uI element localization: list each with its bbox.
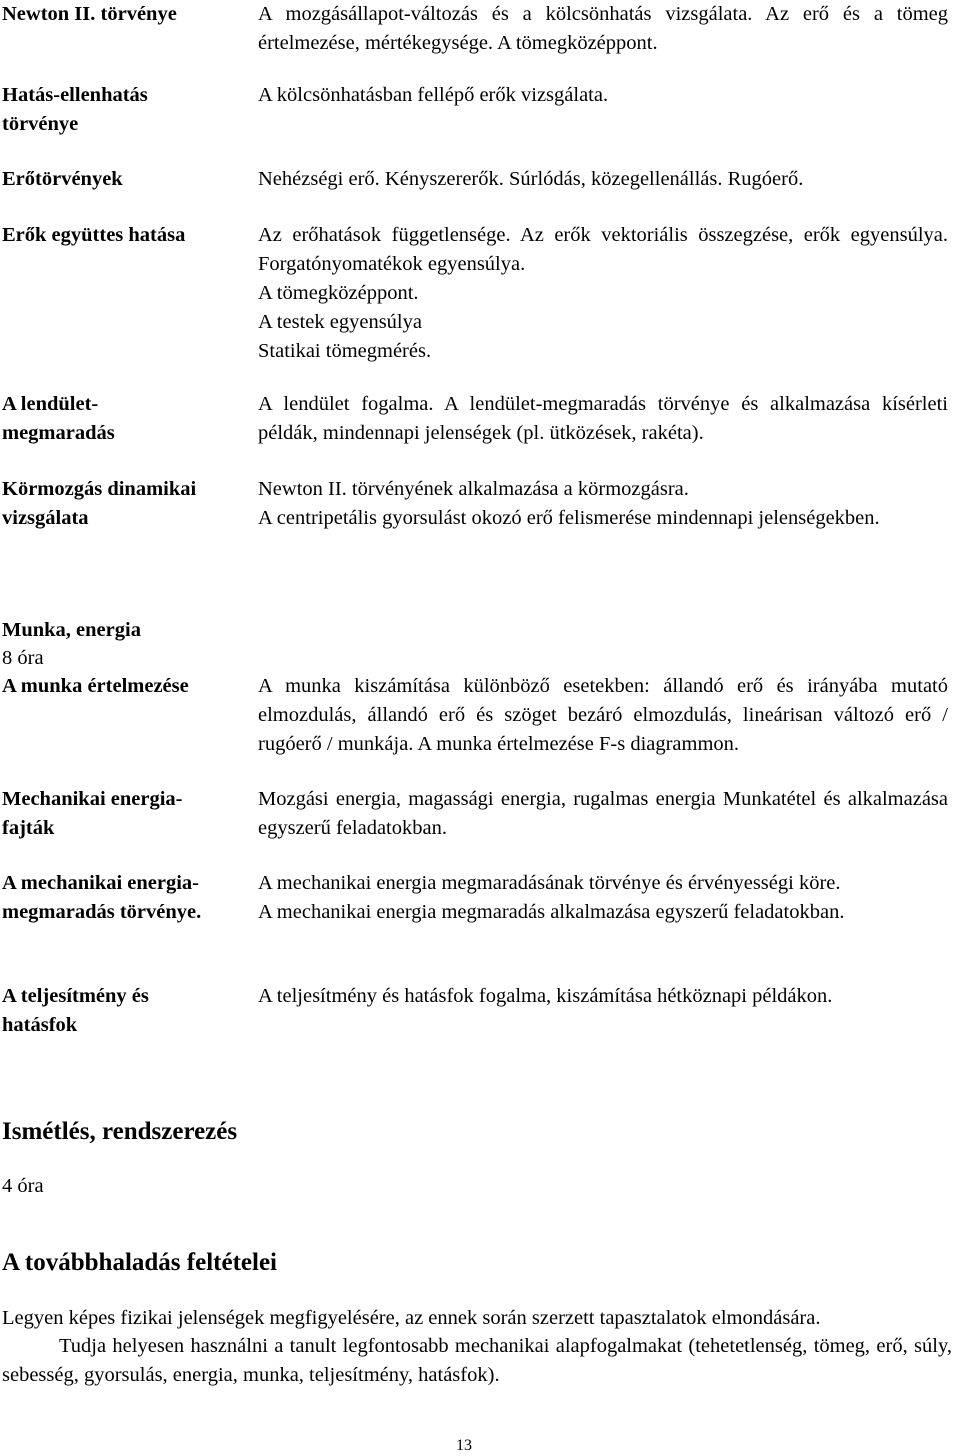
content-line: A mechanikai energia megmaradás alkalmazása egyszerű feladatokban. <box>258 901 845 923</box>
topic-label: A mechanikai energia-megmaradás törvénye. <box>2 872 202 923</box>
topic-label: Newton II. törvénye <box>2 3 177 25</box>
section-heading: Ismétlés, rendszerezés <box>2 1118 238 1145</box>
topic-label: A munka értelmezése <box>2 675 189 697</box>
content-line: A lendület fogalma. A lendület-megmaradás törvénye és alkalmazása kísérleti példák, mindennapi jelenségek (pl. ütközések, rakéta). <box>258 393 948 444</box>
content-line: Mozgási energia, magassági energia, rugalmas energia Munkatétel és alkalmazása egyszerű feladatokban. <box>258 788 948 839</box>
topic-label: A teljesítmény és hatásfok <box>2 985 149 1036</box>
topic-label: A lendület-megmaradás <box>2 393 115 444</box>
content-line: Az erőhatások függetlensége. Az erők vektoriális összegzése, erők egyensúlya. Forgatónyomatékok egyensúlya. <box>258 224 948 275</box>
section-heading: A továbbhaladás feltételei <box>2 1249 277 1276</box>
page-number: 13 <box>456 1437 472 1454</box>
content-line: A mechanikai energia megmaradásának törvénye és érvényességi köre. <box>258 872 841 894</box>
requirement-paragraph: Legyen képes fizikai jelenségek megfigyelésére, az ennek során szerzett tapasztalatok elmondására. <box>2 1307 821 1329</box>
content-line: A teljesítmény és hatásfok fogalma, kiszámítása hétköznapi példákon. <box>258 985 833 1007</box>
content-line: Statikai tömegmérés. <box>258 340 432 362</box>
topic-label: Körmozgás dinamikai vizsgálata <box>2 478 197 529</box>
topic-content <box>258 221 948 366</box>
content-line: A kölcsönhatásban fellépő erők vizsgálata. <box>258 84 609 106</box>
content-line: A mozgásállapot-változás és a kölcsönhatás vizsgálata. Az erő és a tömeg értelmezése, mértékegysége. A tömegközéppont. <box>258 3 948 54</box>
topic-content <box>258 672 948 759</box>
section-hours: 8 óra <box>2 647 44 669</box>
topic-content <box>258 982 948 1011</box>
topic-content <box>258 0 948 58</box>
topic-label: Hatás-ellenhatás törvénye <box>2 84 148 135</box>
topic-content <box>258 390 948 448</box>
content-line: A testek egyensúlya <box>258 311 422 333</box>
section-title: Munka, energia <box>2 619 141 641</box>
content-line: A tömegközéppont. <box>258 282 419 304</box>
content-line: Newton II. törvényének alkalmazása a körmozgásra. <box>258 478 689 500</box>
topic-label: Mechanikai energia-fajták <box>2 788 183 839</box>
content-line: A centripetális gyorsulást okozó erő felismerése mindennapi jelenségekben. <box>258 507 880 529</box>
topic-label: Erők együttes hatása <box>2 224 186 246</box>
requirement-paragraph: Tudja helyesen használni a tanult legfontosabb mechanikai alapfogalmakat (tehetetlenség, tömeg, erő, súly, sebesség, gyorsulás, energia, munka, teljesítmény, hatásfok). <box>2 1335 952 1386</box>
topic-content <box>258 869 948 927</box>
section-hours: 4 óra <box>2 1175 44 1197</box>
content-line: Nehézségi erő. Kényszererők. Súrlódás, közegellenállás. Rugóerő. <box>258 168 804 190</box>
topic-label: Erőtörvények <box>2 168 123 190</box>
topic-content <box>258 81 948 110</box>
content-line: A munka kiszámítása különböző esetekben: állandó erő és irányába mutató elmozdulás, állandó erő és szöget bezáró elmozdulás, lineárisan változó erő / rugóerő / munkája. A munka értelmezése F-s diagrammon. <box>258 675 948 755</box>
topic-content <box>258 165 948 194</box>
topic-content <box>258 475 948 533</box>
topic-content <box>258 785 948 843</box>
